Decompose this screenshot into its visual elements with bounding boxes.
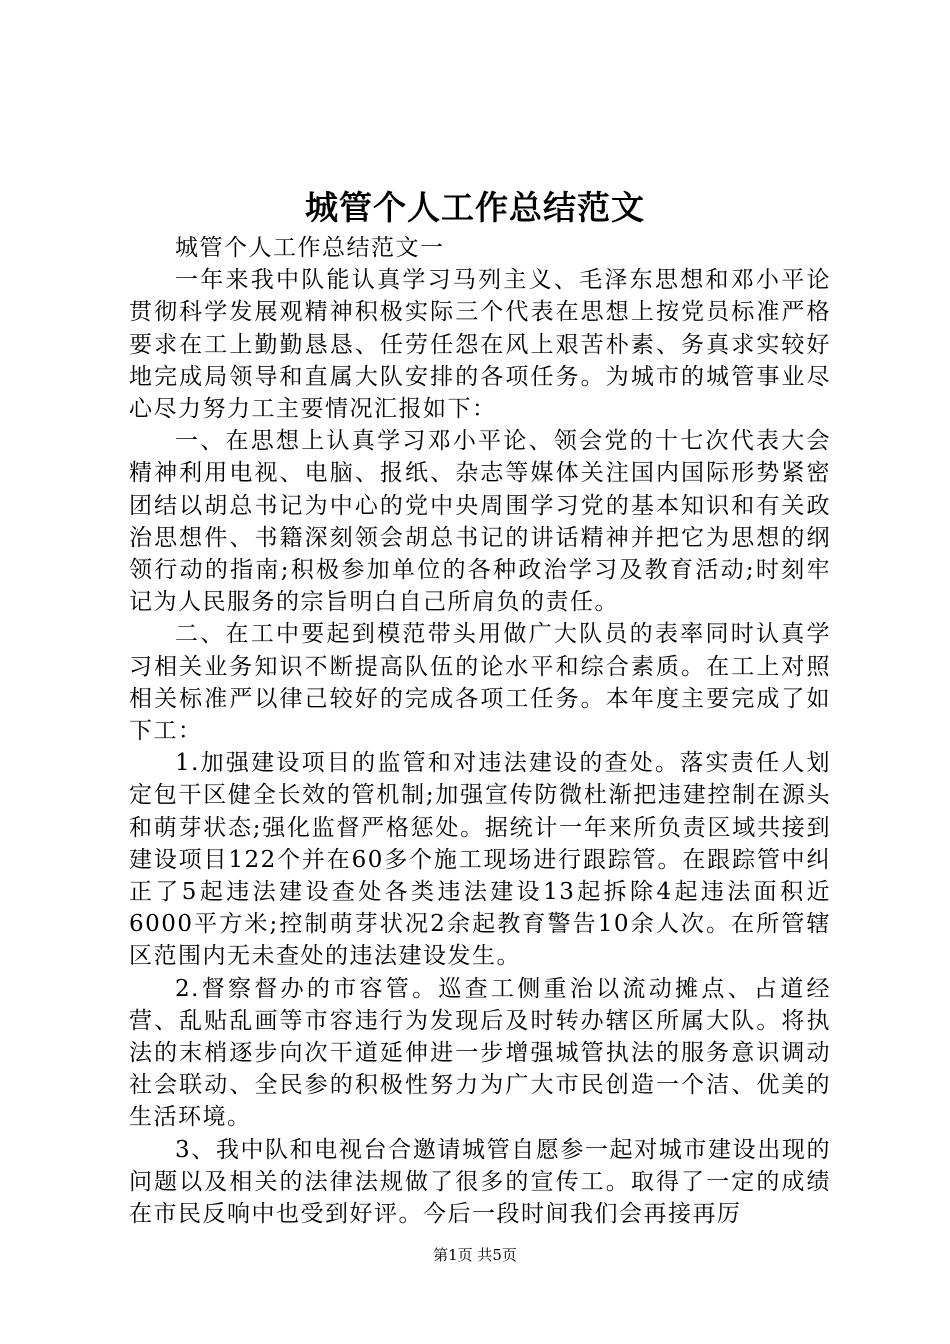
paragraph-subtitle: 城管个人工作总结范文一 [175,235,445,261]
paragraph-item-2: 2.督察督办的市容管。巡查工侧重治以流动摊点、占道经营、乱贴乱画等市容违行为发现后及时转办辖区所属大队。将执法的末梢逐步向次干道延伸进一步增强城管执法的服务意识调动社会联动、全民参的积极性努力为广大市民创造一个洁、优美的生活环境。 [129,975,831,1131]
document-title: 城管个人工作总结范文 [305,188,645,227]
paragraph-intro: 一年来我中队能认真学习马列主义、毛泽东思想和邓小平论贯彻科学发展观精神积极实际三个代表在思想上按党员标准严格要求在工上勤勤恳恳、任劳任怨在风上艰苦朴素、务真求实较好地完成局领导和直属大队安排的各项任务。为城市的城管事业尽心尽力努力工主要情况汇报如下： [129,267,831,423]
paragraph-item-3: 3、我中队和电视台合邀请城管自愿参一起对城市建设出现的问题以及相关的法律法规做了很多的宣传工。取得了一定的成绩在市民反响中也受到好评。今后一段时间我们会再接再厉 [129,1136,831,1228]
paragraph-section-2: 二、在工中要起到模范带头用做广大队员的表率同时认真学习相关业务知识不断提高队伍的论水平和综合素质。在工上对照相关标准严以律己较好的完成各项工任务。本年度主要完成了如下工： [129,621,831,745]
document-body [129,232,831,1230]
paragraph-section-1: 一、在思想上认真学习邓小平论、领会党的十七次代表大会精神利用电视、电脑、报纸、杂志等媒体关注国内国际形势紧密团结以胡总书记为中心的党中央周围学习党的基本知识和有关政治思想件、书籍深刻领会胡总书记的讲话精神并把它为思想的纲领行动的指南;积极参加单位的各种政治学习及教育活动;时刻牢记为人民服务的宗旨明白自己所肩负的责任。 [129,428,831,616]
paragraph-item-1: 1.加强建设项目的监管和对违法建设的查处。落实责任人划定包干区健全长效的管机制;加强宣传防微杜渐把违建控制在源头和萌芽状态;强化监督严格惩处。据统计一年来所负责区域共接到建设项目122个并在60多个施工现场进行跟踪管。在跟踪管中纠正了5起违法建设查处各类违法建设13起拆除4起违法面积近6000平方米;控制萌芽状况2余起教育警告10余人次。在所管辖区范围内无未查处的违法建设发生。 [129,750,831,970]
page-footer: 第1页 共5页 [433,1246,517,1264]
